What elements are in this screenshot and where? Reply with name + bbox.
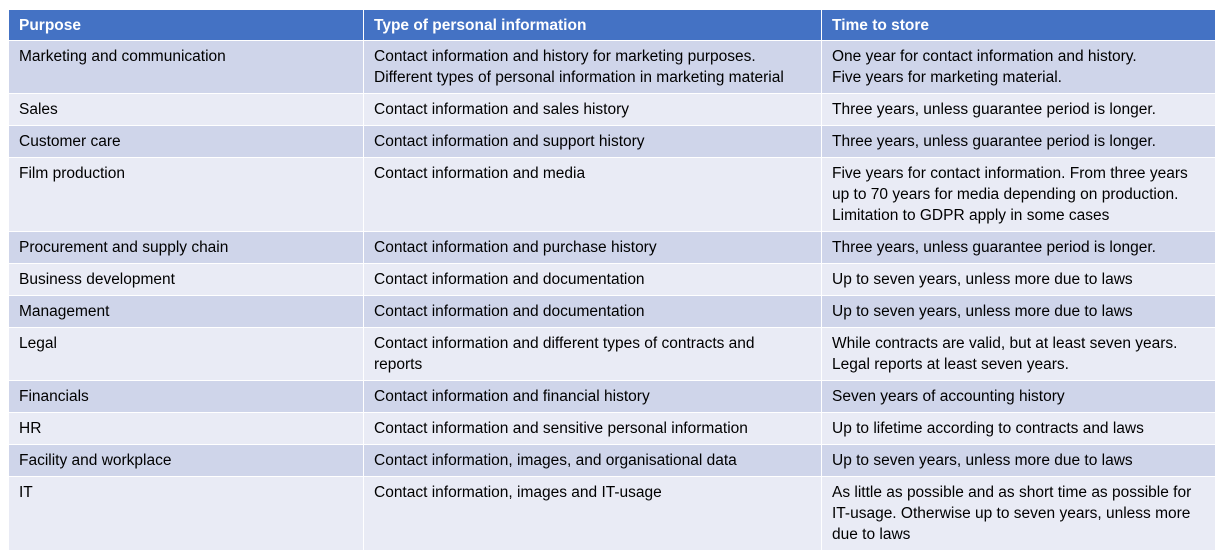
table-row [9, 126, 1216, 158]
cell-time [822, 158, 1216, 232]
header-purpose: Purpose [9, 10, 364, 41]
table-row [9, 413, 1216, 445]
cell-time [822, 328, 1216, 381]
cell-type-line: Contact information, images, and organisational data [374, 452, 737, 469]
cell-type [364, 126, 822, 158]
cell-time-line: One year for contact information and history. [832, 48, 1137, 65]
cell-type [364, 41, 822, 94]
header-type: Type of personal information [364, 10, 822, 41]
cell-time-line: As little as possible and as short time as possible for [832, 484, 1192, 501]
table-row [9, 445, 1216, 477]
cell-type-line: Contact information and purchase history [374, 239, 657, 256]
table-row [9, 158, 1216, 232]
cell-type-line: Contact information and media [374, 165, 586, 182]
cell-type-line: Contact information and history for marketing purposes. [374, 48, 756, 65]
cell-type [364, 232, 822, 264]
retention-table-container [8, 9, 1215, 551]
cell-type [364, 477, 822, 551]
cell-time-line: Up to lifetime according to contracts and laws [832, 420, 1144, 437]
cell-purpose: Sales [9, 94, 364, 126]
cell-type-line: Contact information and documentation [374, 303, 645, 320]
cell-time [822, 445, 1216, 477]
table-header-row [9, 10, 1216, 41]
cell-purpose: Legal [9, 328, 364, 381]
cell-time [822, 381, 1216, 413]
table-row [9, 232, 1216, 264]
cell-type-line: Contact information and sales history [374, 101, 630, 118]
cell-time-line: Five years for marketing material. [832, 69, 1062, 86]
table-row [9, 41, 1216, 94]
cell-time [822, 126, 1216, 158]
cell-type [364, 328, 822, 381]
cell-type [364, 381, 822, 413]
table-row [9, 264, 1216, 296]
cell-type [364, 158, 822, 232]
cell-time-line: IT-usage. Otherwise up to seven years, unless more [832, 505, 1191, 522]
cell-time-line: Up to seven years, unless more due to laws [832, 303, 1133, 320]
cell-time-line: Legal reports at least seven years. [832, 356, 1069, 373]
retention-table [8, 9, 1216, 551]
cell-purpose: Customer care [9, 126, 364, 158]
cell-type-line: Contact information and different types of contracts and [374, 335, 755, 352]
table-row [9, 381, 1216, 413]
cell-time [822, 232, 1216, 264]
cell-type-line: Contact information and documentation [374, 271, 645, 288]
cell-time-line: Three years, unless guarantee period is longer. [832, 239, 1156, 256]
table-body [9, 41, 1216, 551]
cell-type [364, 94, 822, 126]
cell-time-line: Up to seven years, unless more due to laws [832, 271, 1133, 288]
cell-time-line: Three years, unless guarantee period is longer. [832, 133, 1156, 150]
cell-purpose: Facility and workplace [9, 445, 364, 477]
header-time: Time to store [822, 10, 1216, 41]
cell-time-line: up to 70 years for media depending on production. [832, 186, 1179, 203]
cell-time-line: Limitation to GDPR apply in some cases [832, 207, 1110, 224]
cell-purpose: Business development [9, 264, 364, 296]
cell-time-line: Three years, unless guarantee period is longer. [832, 101, 1156, 118]
cell-type-line: Contact information and support history [374, 133, 645, 150]
cell-purpose: Management [9, 296, 364, 328]
cell-purpose: IT [9, 477, 364, 551]
cell-purpose: HR [9, 413, 364, 445]
cell-time-line: While contracts are valid, but at least seven years. [832, 335, 1178, 352]
cell-time [822, 296, 1216, 328]
cell-time-line: Up to seven years, unless more due to laws [832, 452, 1133, 469]
cell-type-line: reports [374, 356, 423, 373]
cell-type [364, 264, 822, 296]
cell-time [822, 94, 1216, 126]
cell-purpose: Procurement and supply chain [9, 232, 364, 264]
table-row [9, 477, 1216, 551]
cell-time [822, 41, 1216, 94]
cell-time-line: Five years for contact information. From three years [832, 165, 1188, 182]
cell-type [364, 445, 822, 477]
cell-type-line: Contact information and financial history [374, 388, 650, 405]
cell-purpose: Financials [9, 381, 364, 413]
table-row [9, 94, 1216, 126]
cell-purpose: Film production [9, 158, 364, 232]
cell-type-line: Different types of personal information in marketing material [374, 69, 784, 86]
cell-type-line: Contact information and sensitive personal information [374, 420, 748, 437]
cell-purpose: Marketing and communication [9, 41, 364, 94]
cell-time [822, 413, 1216, 445]
table-row [9, 296, 1216, 328]
cell-time [822, 477, 1216, 551]
cell-time-line: due to laws [832, 526, 911, 543]
cell-type [364, 413, 822, 445]
cell-type [364, 296, 822, 328]
cell-time-line: Seven years of accounting history [832, 388, 1065, 405]
table-row [9, 328, 1216, 381]
cell-type-line: Contact information, images and IT-usage [374, 484, 662, 501]
cell-time [822, 264, 1216, 296]
